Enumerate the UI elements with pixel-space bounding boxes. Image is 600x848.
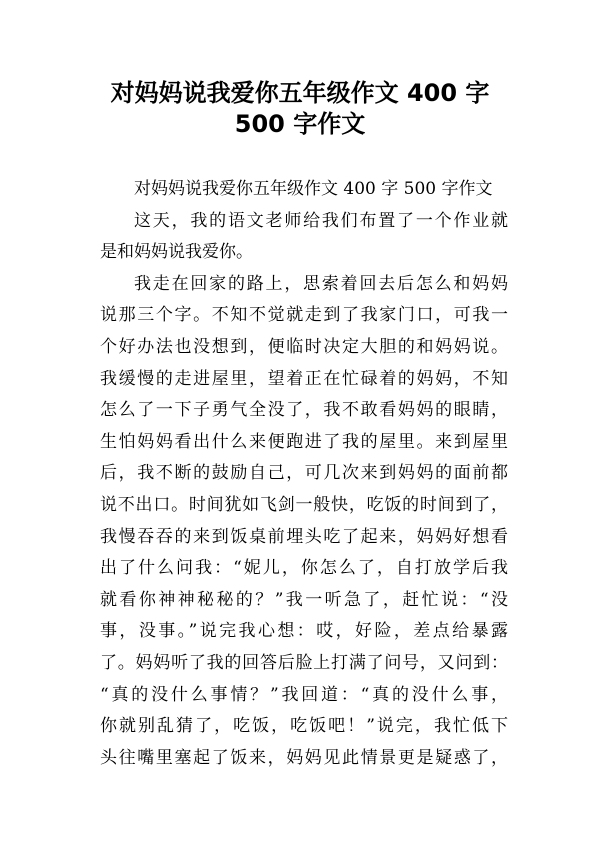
title-line-1: 对妈妈说我爱你五年级作文 400 字 [110, 79, 490, 107]
paragraph-line: “真的没什么事情？”我回道：“真的没什么事， [100, 684, 508, 705]
paragraph-line: 说那三个字。不知不觉就走到了我家门口，可我一 [100, 305, 508, 326]
title-line-2: 500 字作文 [234, 110, 366, 138]
article-body [100, 174, 508, 774]
paragraph-line: 这天，我的语文老师给我们布置了一个作业就 [134, 210, 508, 231]
paragraph-line: 后，我不断的鼓励自己，可几次来到妈妈的面前都 [100, 463, 508, 484]
paragraph-line: 说不出口。时间犹如飞剑一般快，吃饭的时间到了， [100, 494, 508, 515]
paragraph-line: 是和妈妈说我爱你。 [100, 242, 253, 263]
paragraph-line: 出了什么问我：“妮儿，你怎么了，自打放学后我 [100, 558, 508, 579]
paragraph-line: 我缓慢的走进屋里，望着正在忙碌着的妈妈，不知 [100, 368, 508, 389]
paragraph-line: 我慢吞吞的来到饭桌前埋头吃了起来，妈妈好想看 [100, 526, 508, 547]
paragraph-line: 怎么了一下子勇气全没了，我不敢看妈妈的眼睛， [100, 400, 508, 421]
paragraph-line: 你就别乱猜了，吃饭，吃饭吧！”说完，我忙低下 [100, 716, 508, 737]
paragraph-line: 就看你神神秘秘的？”我一听急了，赶忙说：“没 [100, 589, 508, 610]
paragraph-line: 对妈妈说我爱你五年级作文 400 字 500 字作文 [134, 179, 493, 199]
paragraph-line: 个好办法也没想到，便临时决定大胆的和妈妈说。 [100, 336, 508, 357]
paragraph-line: 生怕妈妈看出什么来便跑进了我的屋里。来到屋里 [100, 431, 508, 452]
paragraph-line: 事，没事。”说完我心想：哎，好险，差点给暴露 [100, 621, 508, 642]
paragraph-line: 我走在回家的路上，思索着回去后怎么和妈妈 [134, 273, 508, 294]
paragraph-line: 头往嘴里塞起了饭来，妈妈见此情景更是疑惑了， [100, 747, 508, 768]
paragraph-line: 了。妈妈听了我的回答后脸上打满了问号，又问到： [100, 652, 508, 673]
